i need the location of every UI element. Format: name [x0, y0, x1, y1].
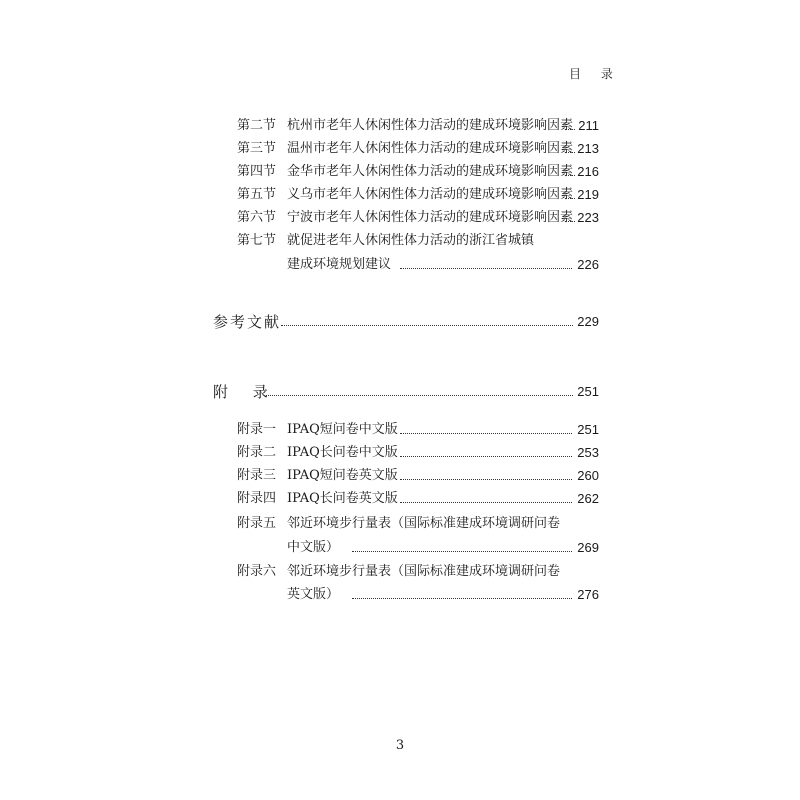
- section-title: 杭州市老年人休闲性体力活动的建成环境影响因素: [287, 118, 574, 133]
- appendix-item-label: 附录六: [237, 564, 277, 579]
- page-number: 213: [577, 141, 599, 156]
- dot-leader: [400, 466, 572, 480]
- page-number: 262: [577, 491, 599, 506]
- running-head: 目 录: [569, 67, 621, 81]
- appendix-item-title-continued: 中文版）: [287, 540, 340, 555]
- dot-leader: [565, 139, 575, 153]
- appendix-item-label: 附录二: [237, 445, 277, 460]
- dot-leader: [400, 255, 572, 269]
- page-number: 226: [577, 257, 599, 272]
- toc-entry-section-2[interactable]: [237, 116, 599, 136]
- section-label: 第五节: [237, 187, 277, 202]
- page-number: 251: [577, 422, 599, 437]
- toc-entry-appendix-2[interactable]: [237, 443, 599, 463]
- section-title: 义乌市老年人休闲性体力活动的建成环境影响因素: [287, 187, 574, 202]
- toc-entry-section-7-continued[interactable]: [287, 255, 599, 275]
- page-number: 223: [577, 210, 599, 225]
- section-title: 宁波市老年人休闲性体力活动的建成环境影响因素: [287, 210, 574, 225]
- toc-entry-section-6[interactable]: [237, 208, 599, 228]
- section-label: 第三节: [237, 141, 277, 156]
- appendix-item-label: 附录四: [237, 491, 277, 506]
- dot-leader: [400, 489, 572, 503]
- section-label: 第六节: [237, 210, 277, 225]
- appendix-item-title-continued: 英文版）: [287, 587, 340, 602]
- dot-leader: [565, 185, 575, 199]
- toc-entry-appendix-4[interactable]: [237, 489, 599, 509]
- page-folio: 3: [395, 738, 405, 753]
- section-title: 温州市老年人休闲性体力活动的建成环境影响因素: [287, 141, 574, 156]
- appendix-item-title: IPAQ长问卷英文版: [287, 491, 398, 506]
- toc-entry-section-5[interactable]: [237, 185, 599, 205]
- appendix-item-label: 附录三: [237, 468, 277, 483]
- toc-entry-appendix[interactable]: [213, 382, 599, 402]
- page-number: 253: [577, 445, 599, 460]
- dot-leader: [352, 538, 572, 552]
- toc-entry-appendix-3[interactable]: [237, 466, 599, 486]
- toc-entry-appendix-5[interactable]: [237, 514, 599, 534]
- section-title: 金华市老年人休闲性体力活动的建成环境影响因素: [287, 164, 574, 179]
- toc-entry-section-3[interactable]: [237, 139, 599, 159]
- toc-entry-references[interactable]: [213, 312, 599, 332]
- toc-entry-appendix-1[interactable]: [237, 420, 599, 440]
- section-label: 第七节: [237, 233, 277, 248]
- toc-entry-appendix-6-continued[interactable]: [287, 585, 599, 605]
- appendix-item-title: 邻近环境步行量表（国际标准建成环境调研问卷: [287, 516, 561, 531]
- page-number: 269: [577, 540, 599, 555]
- appendix-item-title: 邻近环境步行量表（国际标准建成环境调研问卷: [287, 564, 561, 579]
- dot-leader: [281, 312, 573, 326]
- appendix-item-label: 附录五: [237, 516, 277, 531]
- appendix-item-title: IPAQ短问卷中文版: [287, 422, 398, 437]
- appendix-item-title: IPAQ长问卷中文版: [287, 445, 398, 460]
- section-label: 第四节: [237, 164, 277, 179]
- dot-leader: [565, 162, 575, 176]
- page-number: 260: [577, 468, 599, 483]
- toc-entry-section-4[interactable]: [237, 162, 599, 182]
- toc-entry-appendix-6[interactable]: [237, 562, 599, 582]
- dot-leader: [565, 208, 575, 222]
- page-number: 219: [577, 187, 599, 202]
- dot-leader: [352, 585, 572, 599]
- page-number: 216: [577, 164, 599, 179]
- dot-leader: [400, 420, 572, 434]
- page-number: 251: [577, 384, 599, 399]
- dot-leader: [565, 116, 575, 130]
- page-number: 229: [577, 314, 599, 329]
- references-label: 参考文献: [213, 313, 282, 331]
- page-number: 276: [577, 587, 599, 602]
- section-title-continued: 建成环境规划建议: [287, 257, 392, 272]
- section-label: 第二节: [237, 118, 277, 133]
- appendix-item-title: IPAQ短问卷英文版: [287, 468, 398, 483]
- appendix-label: 附 录: [213, 383, 278, 401]
- section-title: 就促进老年人休闲性体力活动的浙江省城镇: [287, 233, 535, 248]
- dot-leader: [400, 443, 572, 457]
- page-number: 211: [578, 118, 599, 133]
- dot-leader: [266, 382, 573, 396]
- toc-entry-section-7[interactable]: [237, 231, 599, 251]
- toc-entry-appendix-5-continued[interactable]: [287, 538, 599, 558]
- appendix-item-label: 附录一: [237, 422, 277, 437]
